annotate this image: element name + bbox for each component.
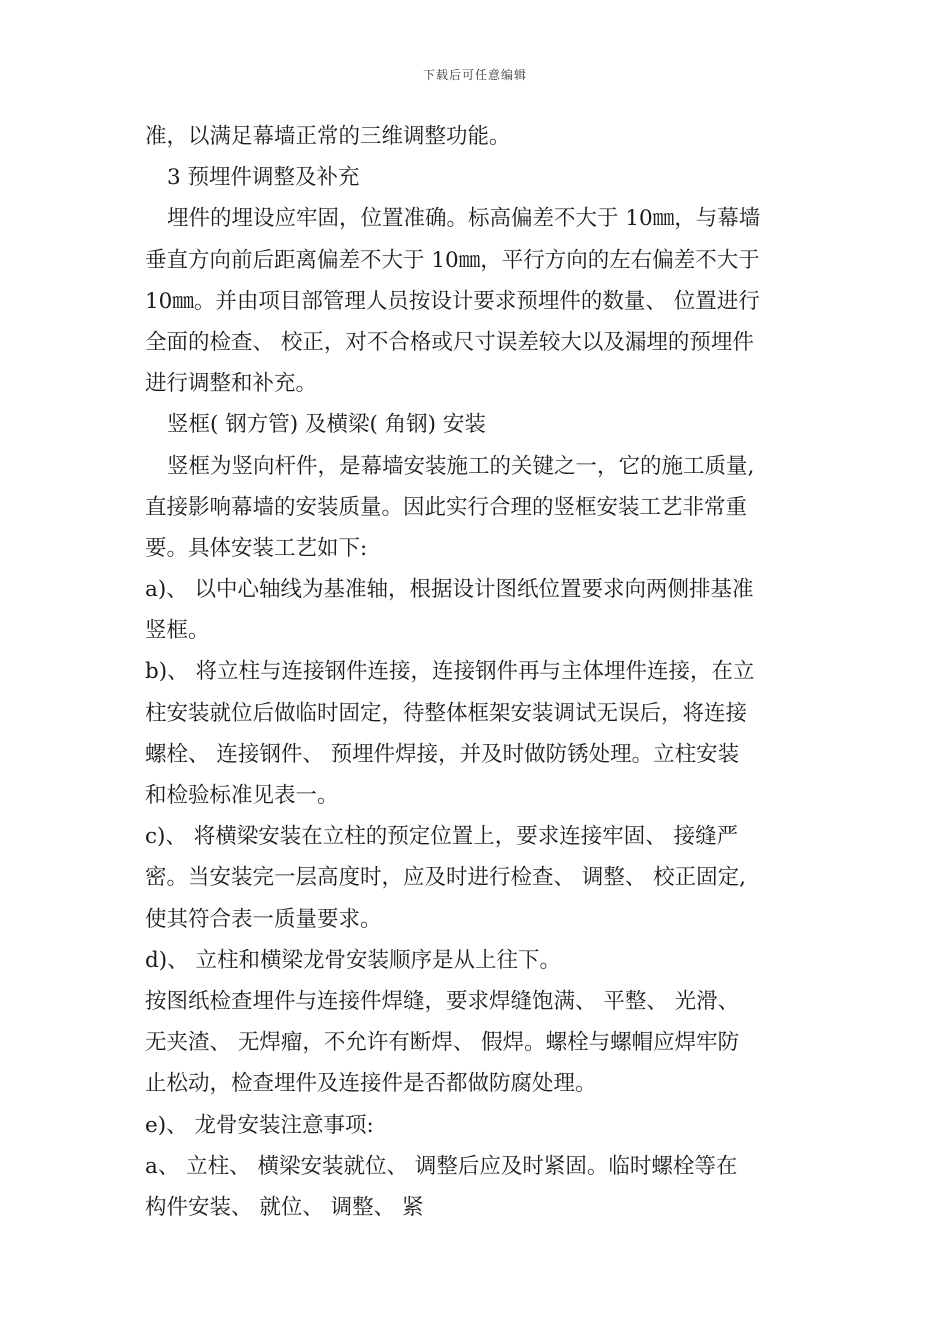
list-item-b: b)、 将立柱与连接钢件连接，连接钢件再与主体埋件连接，在立 <box>145 659 755 685</box>
text-line: 竖框。 <box>145 618 210 644</box>
text-line: 按图纸检查埋件与连接件焊缝，要求焊缝饱满、 平整、 光滑、 <box>145 988 740 1014</box>
text-line: 无夹渣、 无焊瘤，不允许有断焊、 假焊。螺栓与螺帽应焊牢防 <box>145 1030 740 1056</box>
text-line: 要。具体安装工艺如下: <box>145 535 368 561</box>
text-line: 构件安装、 就位、 调整、 紧 <box>145 1194 424 1220</box>
text-line: 直接影响幕墙的安装质量。因此实行合理的竖框安装工艺非常重 <box>145 494 748 520</box>
section-heading: 竖框( 钢方管) 及横梁( 角钢) 安装 <box>167 412 486 438</box>
text-line: 垂直方向前后距离偏差不大于 10㎜，平行方向的左右偏差不大于 <box>145 247 760 273</box>
list-item-d: d)、 立柱和横梁龙骨安装顺序是从上往下。 <box>145 947 561 973</box>
text-line: 使其符合表一质量要求。 <box>145 906 382 932</box>
text-line: 全面的检查、 校正，对不合格或尺寸误差较大以及漏埋的预埋件 <box>145 329 754 355</box>
text-line: 密。当安装完一层高度时，应及时进行检查、 调整、 校正固定, <box>145 865 747 891</box>
list-item-c: c)、 将横梁安装在立柱的预定位置上，要求连接牢固、 接缝严 <box>145 824 739 850</box>
text-line: 埋件的埋设应牢固，位置准确。标高偏差不大于 10㎜，与幕墙 <box>167 206 761 232</box>
text-line: 和检验标准见表一。 <box>145 783 339 808</box>
text-line: 柱安装就位后做临时固定，待整体框架安装调试无误后，将连接 <box>145 700 748 726</box>
page-header: 下载后可任意编辑 <box>422 68 527 82</box>
document-body <box>145 116 811 1228</box>
text-line: 止松动，检查埋件及连接件是否都做防腐处理。 <box>145 1071 597 1097</box>
text-line: 准，以满足幕墙正常的三维调整功能。 <box>145 124 511 149</box>
text-line: 螺栓、 连接钢件、 预埋件焊接，并及时做防锈处理。立柱安装 <box>145 741 740 767</box>
text-line: 进行调整和补充。 <box>145 371 318 397</box>
section-heading: 3 预埋件调整及补充 <box>167 165 360 191</box>
text-line: 10㎜。并由项目部管理人员按设计要求预埋件的数量、 位置进行 <box>145 288 760 314</box>
sub-item-a: a、 立柱、 横梁安装就位、 调整后应及时紧固。临时螺栓等在 <box>145 1153 738 1179</box>
text-line: 竖框为竖向杆件，是幕墙安装施工的关键之一，它的施工质量, <box>167 453 755 479</box>
list-item-e: e)、 龙骨安装注意事项: <box>145 1112 374 1138</box>
list-item-a: a)、 以中心轴线为基准轴，根据设计图纸位置要求向两侧排基准 <box>145 577 754 603</box>
